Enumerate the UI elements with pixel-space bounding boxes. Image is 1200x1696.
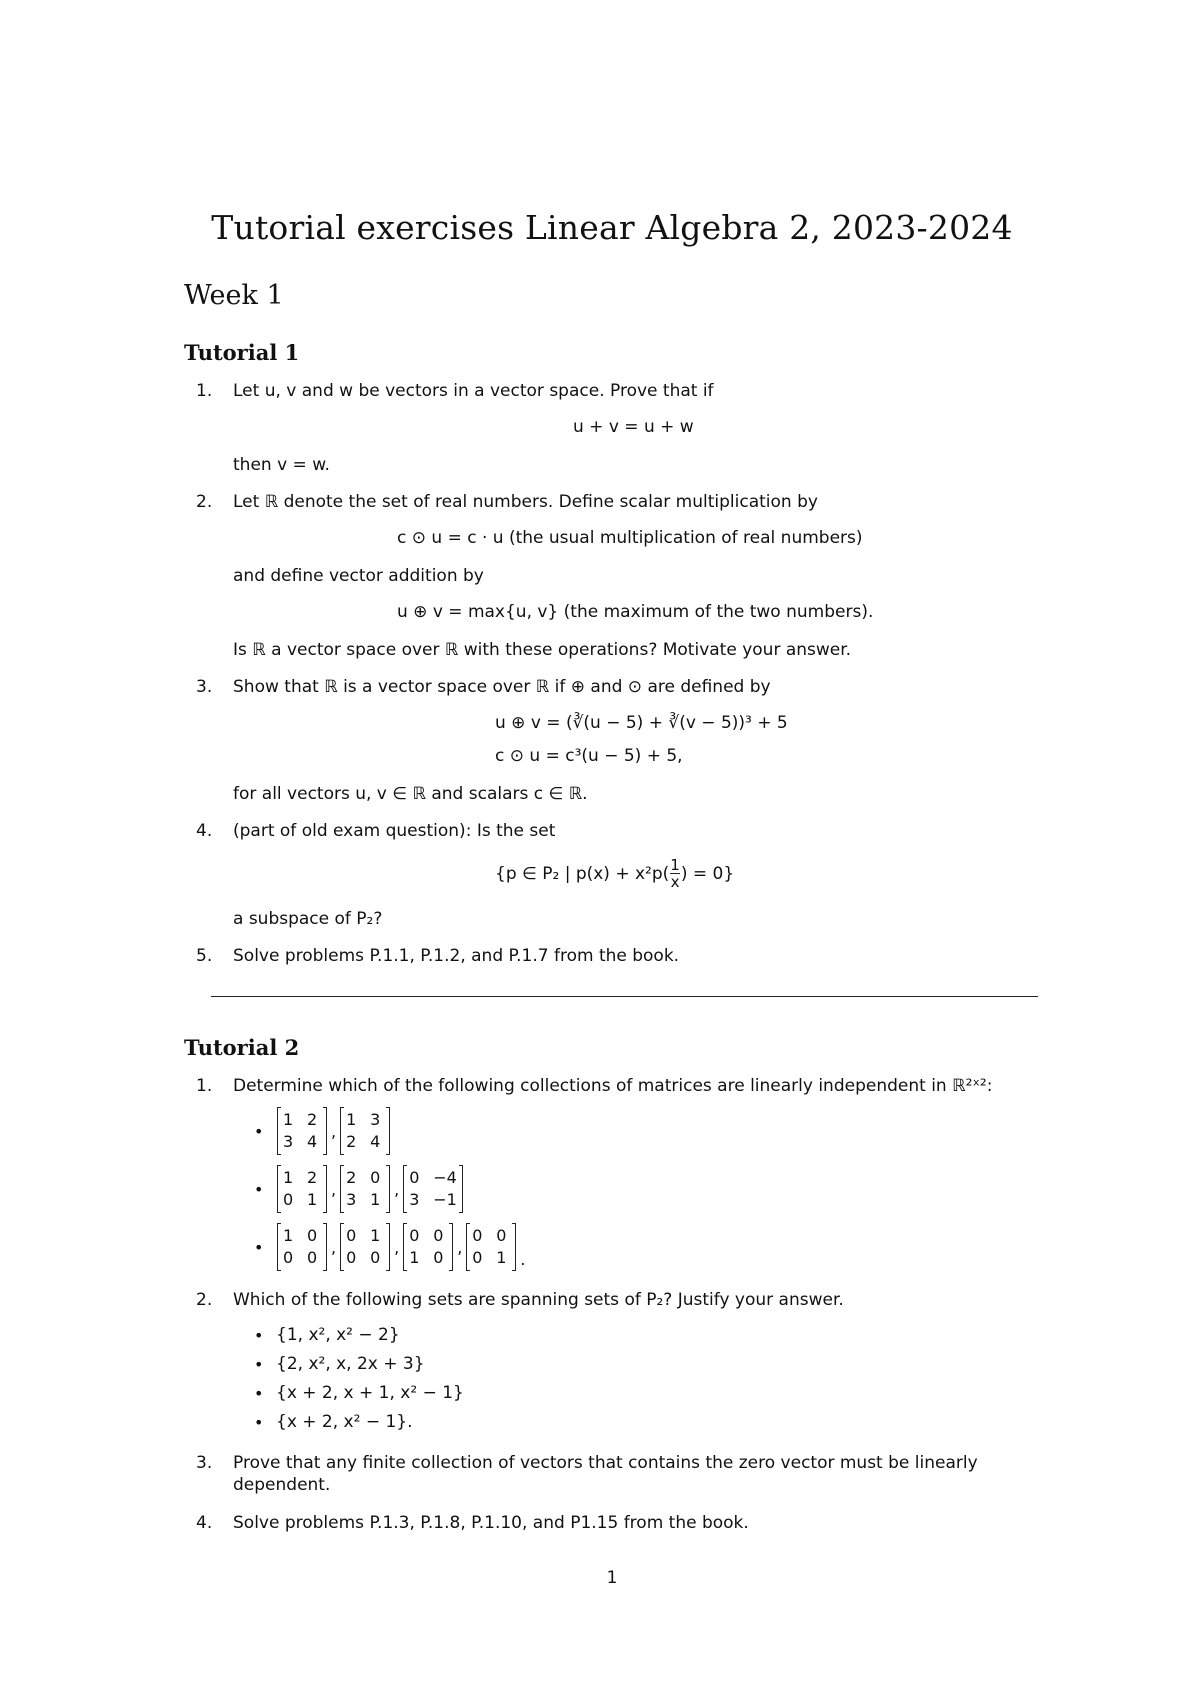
matrix-row [346, 1167, 384, 1189]
exercise-number: 2. [196, 492, 213, 512]
matrix-entry: 2 [307, 1168, 318, 1187]
bullet: • [254, 1355, 264, 1374]
t1-e3-equation-1: u ⊕ v = (∛(u − 5) + ∛(v − 5))³ + 5 [495, 713, 788, 733]
matrix-entry: 0 [409, 1168, 420, 1187]
matrix-entry: 0 [496, 1226, 507, 1245]
t1-e2-equation-2: u ⊕ v = max{u, v} (the maximum of the two numbers). [397, 602, 874, 622]
exercise-text: Let u, v and w be vectors in a vector space. Prove that if [233, 381, 714, 401]
matrix [403, 1166, 463, 1212]
matrix-entry: 0 [283, 1190, 294, 1209]
matrix-entry: 0 [283, 1248, 294, 1267]
horizontal-rule [211, 996, 1038, 997]
document-title: Tutorial exercises Linear Algebra 2, 2023-2024 [211, 208, 1013, 247]
exercise-number: 1. [196, 1076, 213, 1096]
fraction [670, 857, 680, 890]
separator-comma: , [331, 1179, 337, 1199]
exercise-text: Let ℝ denote the set of real numbers. Define scalar multiplication by [233, 492, 818, 512]
matrix-entry: 1 [283, 1168, 294, 1187]
spanning-set-4: {x + 2, x² − 1}. [276, 1412, 413, 1432]
separator-comma: , [394, 1179, 400, 1199]
matrix [277, 1224, 327, 1270]
matrix-entry: 1 [370, 1190, 381, 1209]
matrix-entry: 0 [409, 1226, 420, 1245]
spanning-set-1: {1, x², x² − 2} [276, 1325, 400, 1345]
matrix-entry: 2 [307, 1110, 318, 1129]
exercise-number: 3. [196, 677, 213, 697]
exercise-number: 2. [196, 1290, 213, 1310]
t1-e1-equation: u + v = u + w [573, 417, 694, 437]
matrix-row [283, 1189, 321, 1211]
matrix-entry: 1 [496, 1248, 507, 1267]
matrix-entry: 0 [370, 1248, 381, 1267]
matrix [466, 1224, 516, 1270]
exercise-number: 3. [196, 1453, 213, 1473]
matrix [340, 1166, 390, 1212]
separator-comma: , [331, 1121, 337, 1141]
exercise-text: Prove that any finite collection of vectors that contains the zero vector must be linearly dependent. [233, 1453, 978, 1495]
spanning-set-3: {x + 2, x + 1, x² − 1} [276, 1383, 464, 1403]
matrix-entry: 3 [370, 1110, 381, 1129]
exercise-text: Solve problems P.1.3, P.1.8, P.1.10, and P1.15 from the book. [233, 1513, 749, 1533]
matrix [277, 1166, 327, 1212]
matrix-entry: −4 [433, 1168, 457, 1187]
matrix-entry: 0 [433, 1226, 444, 1245]
matrix-entry: 3 [283, 1132, 294, 1151]
exercise-text: Solve problems P.1.1, P.1.2, and P.1.7 from the book. [233, 946, 680, 966]
matrix-entry: 2 [346, 1168, 357, 1187]
exercise-text: Which of the following sets are spanning sets of P₂? Justify your answer. [233, 1290, 844, 1310]
exercise-number: 4. [196, 1513, 213, 1533]
t1-e4-set [495, 857, 734, 890]
matrix-row [409, 1247, 447, 1269]
matrix-entry: 1 [283, 1110, 294, 1129]
matrix-entry: 1 [307, 1190, 318, 1209]
matrix-entry: 0 [307, 1226, 318, 1245]
matrix-row [283, 1131, 321, 1153]
bullet: • [254, 1238, 264, 1257]
separator-comma: , [331, 1237, 337, 1257]
matrix-entry: 4 [307, 1132, 318, 1151]
bullet: • [254, 1122, 264, 1141]
matrix-row [346, 1225, 384, 1247]
matrix-entry: 0 [307, 1248, 318, 1267]
bullet: • [254, 1180, 264, 1199]
matrix-entry: 0 [472, 1248, 483, 1267]
matrix-entry: 2 [346, 1132, 357, 1151]
exercise-text: and define vector addition by [233, 566, 484, 586]
matrix-entry: 1 [370, 1226, 381, 1245]
fraction-numerator: 1 [670, 856, 680, 874]
matrix [340, 1224, 390, 1270]
matrix-row [409, 1189, 457, 1211]
exercise-text: Is ℝ a vector space over ℝ with these operations? Motivate your answer. [233, 640, 852, 660]
matrix-row [346, 1131, 384, 1153]
matrix-set-2 [276, 1166, 464, 1212]
exercise-number: 1. [196, 381, 213, 401]
matrix-row [409, 1167, 457, 1189]
matrix-row [283, 1109, 321, 1131]
matrix-entry: 0 [433, 1248, 444, 1267]
matrix-entry: −1 [433, 1190, 457, 1209]
matrix-entry: 3 [346, 1190, 357, 1209]
separator-comma: , [457, 1237, 463, 1257]
t1-e2-equation-1: c ⊙ u = c · u (the usual multiplication of real numbers) [397, 528, 863, 548]
matrix-row [346, 1189, 384, 1211]
matrix-row [346, 1247, 384, 1269]
exercise-text: for all vectors u, v ∈ ℝ and scalars c ∈ ℝ. [233, 784, 588, 804]
bullet: • [254, 1384, 264, 1403]
matrix-set-3 [276, 1224, 528, 1270]
matrix-row [283, 1225, 321, 1247]
set-right: ) = 0} [680, 863, 735, 884]
t1-e3-equation-2: c ⊙ u = c³(u − 5) + 5, [495, 746, 683, 766]
bullet: • [254, 1326, 264, 1345]
tutorial-1-heading: Tutorial 1 [184, 340, 300, 365]
exercise-text: Show that ℝ is a vector space over ℝ if ⊕ and ⊙ are defined by [233, 677, 771, 697]
set-left: {p ∈ P₂ | p(x) + x²p( [495, 863, 670, 884]
exercise-text: then v = w. [233, 455, 330, 475]
matrix-entry: 1 [283, 1226, 294, 1245]
fraction-denominator: x [670, 873, 680, 891]
matrix-row [472, 1225, 510, 1247]
matrix-row [409, 1225, 447, 1247]
bullet: • [254, 1413, 264, 1432]
tutorial-2-heading: Tutorial 2 [184, 1035, 300, 1060]
exercise-text: a subspace of P₂? [233, 909, 383, 929]
spanning-set-2: {2, x², x, 2x + 3} [276, 1354, 425, 1374]
matrix-entry: 0 [346, 1248, 357, 1267]
matrix-row [283, 1247, 321, 1269]
matrix-set-1 [276, 1108, 391, 1154]
exercise-number: 4. [196, 821, 213, 841]
exercise-text: (part of old exam question): Is the set [233, 821, 556, 841]
exercise-text: Determine which of the following collections of matrices are linearly independent in ℝ²ˣ²: [233, 1076, 993, 1096]
matrix-entry: 0 [370, 1168, 381, 1187]
matrix-entry: 4 [370, 1132, 381, 1151]
matrix-row [472, 1247, 510, 1269]
week-heading: Week 1 [184, 280, 284, 311]
matrix-entry: 3 [409, 1190, 420, 1209]
exercise-number: 5. [196, 946, 213, 966]
page-number: 1 [606, 1568, 618, 1588]
matrix-entry: 0 [472, 1226, 483, 1245]
matrix-row [283, 1167, 321, 1189]
end-period: . [520, 1249, 526, 1269]
matrix [403, 1224, 453, 1270]
separator-comma: , [394, 1237, 400, 1257]
matrix [277, 1108, 327, 1154]
matrix-entry: 1 [346, 1110, 357, 1129]
matrix-row [346, 1109, 384, 1131]
matrix [340, 1108, 390, 1154]
matrix-entry: 0 [346, 1226, 357, 1245]
matrix-entry: 1 [409, 1248, 420, 1267]
